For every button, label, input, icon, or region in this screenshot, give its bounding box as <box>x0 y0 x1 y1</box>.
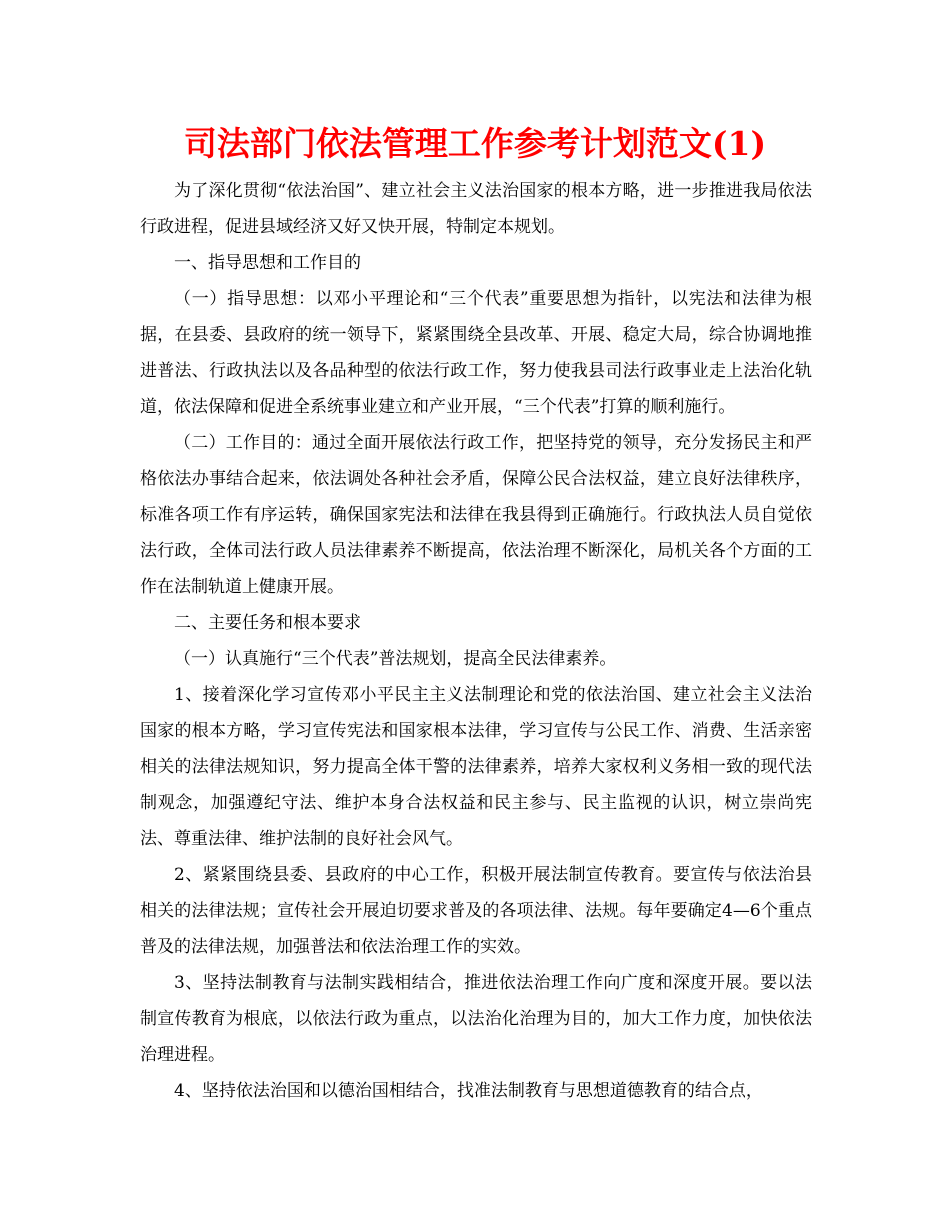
paragraph-item-2: 2、紧紧围绕县委、县政府的中心工作，积极开展法制宣传教育。要宣传与依法治县相关的法律法规；宣传社会开展迫切要求普及的各项法律、法规。每年要确定4—6个重点普及的法律法规，加强普法和依法治理工作的实效。 <box>140 865 812 957</box>
paragraph-guiding-thought: （一）指导思想：以邓小平理论和“三个代表”重要思想为指针，以宪法和法律为根据，在县委、县政府的统一领导下，紧紧围绕全县改革、开展、稳定大局，综合协调地推进普法、行政执法以及各品种型的依法行政工作，努力使我县司法行政事业走上法治化轨道，依法保障和促进全系统事业建立和产业开展，“三个代表”打算的顺利施行。 <box>140 289 812 417</box>
document-body <box>140 173 812 1109</box>
paragraph-item-4: 4、坚持依法治国和以德治国相结合，找准法制教育与思想道德教育的结合点， <box>174 1081 763 1101</box>
paragraph-intro: 为了深化贯彻“依法治国”、建立社会主义法治国家的根本方略，进一步推进我局依法行政进程，促进县域经济又好又快开展，特制定本规划。 <box>140 181 812 237</box>
document-title: 司法部门依法管理工作参考计划范文(1) <box>183 124 767 163</box>
paragraph-item-3: 3、坚持法制教育与法制实践相结合，推进依法治理工作向广度和深度开展。要以法制宣传教育为根底，以依法行政为重点，以法治化治理为目的，加大工作力度，加快依法治理进程。 <box>140 973 812 1065</box>
heading-section-2: 二、主要任务和根本要求 <box>174 613 361 633</box>
subheading-task-1: （一）认真施行“三个代表”普法规划，提高全民法律素养。 <box>174 649 617 669</box>
paragraph-item-1: 1、接着深化学习宣传邓小平民主主义法制理论和党的依法治国、建立社会主义法治国家的根本方略，学习宣传宪法和国家根本法律，学习宣传与公民工作、消费、生活亲密相关的法律法规知识，努力提高全体干警的法律素养，培养大家权利义务相一致的现代法制观念，加强遵纪守法、维护本身合法权益和民主参与、民主监视的认识，树立崇尚宪法、尊重法律、维护法制的良好社会风气。 <box>140 685 812 849</box>
paragraph-work-goal: （二）工作目的：通过全面开展依法行政工作，把坚持党的领导，充分发扬民主和严格依法办事结合起来，依法调处各种社会矛盾，保障公民合法权益，建立良好法律秩序，标准各项工作有序运转，确保国家宪法和法律在我县得到正确施行。行政执法人员自觉依法行政，全体司法行政人员法律素养不断提高，依法治理不断深化，局机关各个方面的工作在法制轨道上健康开展。 <box>140 433 812 597</box>
heading-section-1: 一、指导思想和工作目的 <box>174 253 361 273</box>
